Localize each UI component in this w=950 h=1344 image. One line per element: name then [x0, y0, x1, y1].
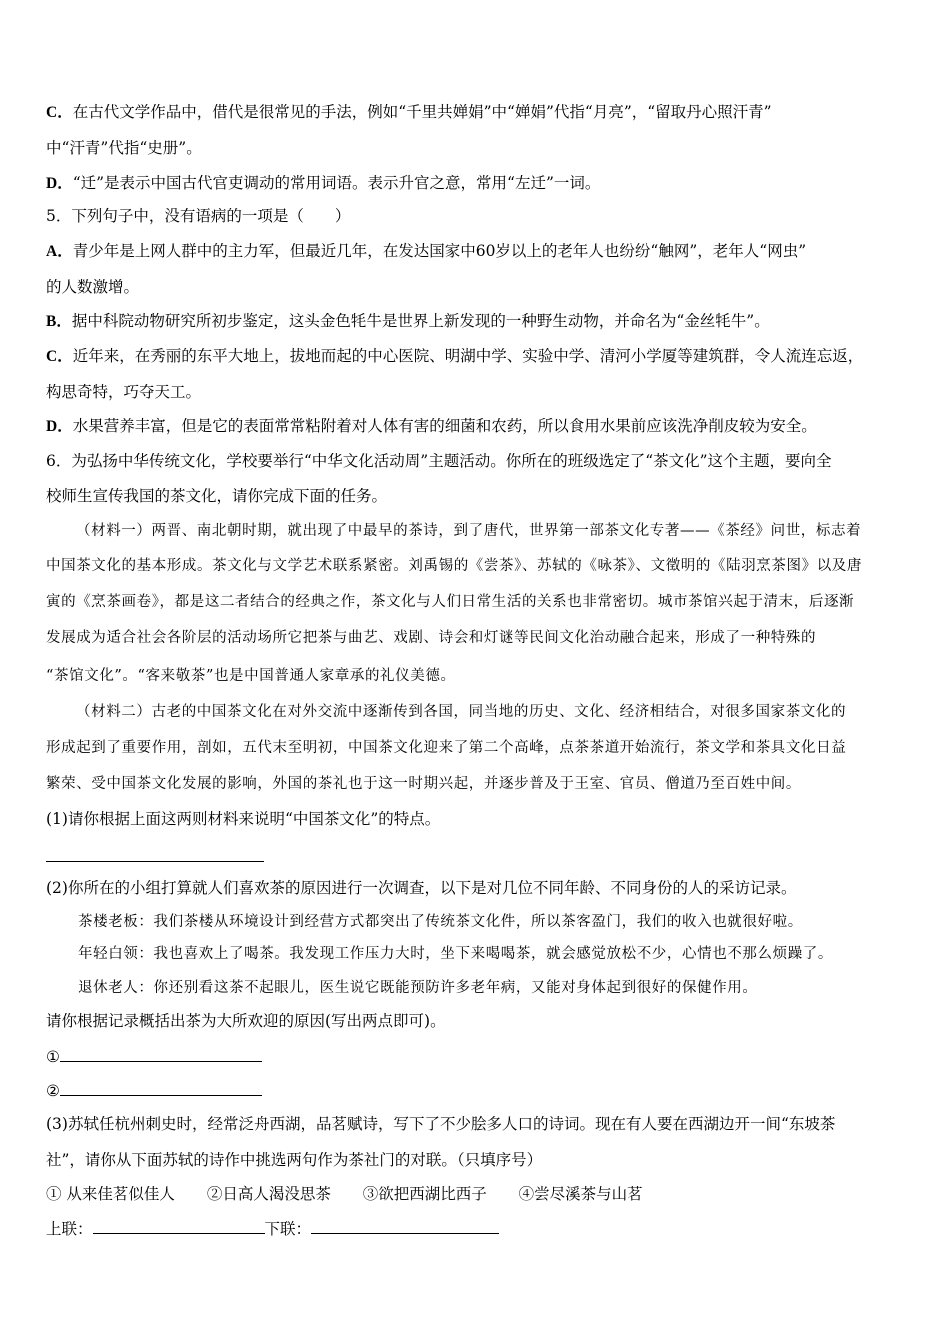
q5-option-d: D．水果营养丰富，但是它的表面常常粘附着对人体有害的细菌和农药，所以食用水果前应该洗净削皮较为安全。 — [46, 417, 817, 435]
q6-part2-ask: 请你根据记录概括出茶为大所欢迎的原因(写出两点即可)。 — [46, 1012, 446, 1030]
upper-couplet-blank[interactable] — [93, 1218, 265, 1234]
q6-part2: (2)你所在的小组打算就人们喜欢茶的原因进行一次调查，以下是对几位不同年龄、不同身份的人的采访记录。 — [46, 879, 797, 897]
q6-part2-answer-2[interactable]: ② — [46, 1080, 262, 1101]
material-one-line: “茶馆文化”。“客来敬茶”也是中国普通人家章承的礼仪美德。 — [46, 668, 456, 684]
material-two-line: （材料二）古老的中国茶文化在对外交流中逐渐传到各国，同当地的历史、文化、经济相结合，对很多国家茶文化的 — [76, 704, 847, 720]
q5-option-c-cont: 构思奇特，巧夺天工。 — [46, 383, 202, 401]
answer-blank[interactable] — [60, 1046, 262, 1062]
lower-couplet-blank[interactable] — [311, 1218, 499, 1234]
q5-option-a-cont: 的人数激增。 — [46, 278, 140, 296]
couplet-option: ③欲把西湖比西子 — [362, 1185, 487, 1203]
couplet-option: ②日高人渴没思茶 — [206, 1185, 331, 1203]
interview-record: 茶楼老板：我们茶楼从环境设计到经营方式都突出了传统茶文化件，所以茶客盈门，我们的收入也就很好啦。 — [78, 914, 803, 930]
material-one-line: 发展成为适合社会各阶层的活动场所它把茶与曲艺、戏剧、诗会和灯谜等民间文化治动融合起来，形成了一种特殊的 — [46, 630, 817, 646]
q6-part1-answer-line[interactable] — [46, 846, 264, 867]
material-one-line: 寅的《烹茶画卷》，都是这二者结合的经典之作，茶文化与人们日常生活的关系也非常密切。城市茶馆兴起于清末，后逐渐 — [46, 594, 855, 610]
material-two-line: 形成起到了重要作用，剖如，五代末至明初，中国茶文化迎来了第二个高峰，点茶茶道开始流行，茶文学和茶具文化日益 — [46, 740, 847, 756]
q6-part3: (3)苏轼任杭州刺史时，经常泛舟西湖，品茗赋诗，写下了不少脍多人口的诗词。现在有人要在西湖边开一间“东坡茶 — [46, 1115, 836, 1133]
material-one-line: 中国茶文化的基本形成。茶文化与文学艺术联系紧密。刘禹锡的《尝茶》、苏轼的《咏茶》、文徵明的《陆羽烹茶图》以及唐 — [46, 558, 862, 574]
couplet-option: ① 从来佳茗似佳人 — [46, 1185, 175, 1203]
q5-stem: 5．下列句子中，没有语病的一项是（ ） — [46, 207, 351, 225]
q4-option-c-cont: 中“汗青”代指“史册”。 — [46, 139, 202, 157]
q6-part1: (1)请你根据上面这两则材料来说明“中国茶文化”的特点。 — [46, 810, 441, 828]
q5-option-a: A．青少年是上网人群中的主力军，但最近几年，在发达国家中60岁以上的老年人也纷纷“触网”，老年人“网虫” — [46, 242, 807, 260]
answer-blank[interactable] — [60, 1080, 262, 1096]
interview-record: 退休老人：你还别看这茶不起眼儿，医生说它既能预防许多老年病，又能对身体起到很好的保健作用。 — [78, 980, 758, 996]
couplet-option: ④尝尽溪茶与山茗 — [518, 1185, 643, 1203]
interview-record: 年轻白领：我也喜欢上了喝茶。我发现工作压力大时，坐下来喝喝茶，就会感觉放松不少，心情也不那么烦躁了。 — [78, 946, 833, 962]
q6-stem-cont: 校师生宣传我国的茶文化，请你完成下面的任务。 — [46, 487, 388, 505]
material-one-line: （材料一）两晋、南北朝时期，就出现了中最早的茶诗，到了唐代，世界第一部茶文化专著——《茶经》问世，标志着 — [76, 523, 862, 539]
q4-option-c: C．在古代文学作品中，借代是很常见的手法，例如“千里共婵娟”中“婵娟”代指“月亮”，“留取丹心照汗青” — [46, 103, 772, 121]
q6-part2-answer-1[interactable]: ① — [46, 1046, 262, 1067]
q6-stem: 6．为弘扬中华传统文化，学校要举行“中华文化活动周”主题活动。你所在的班级选定了“茶文化”这个主题，要向全 — [46, 452, 832, 470]
answer-blank[interactable] — [46, 846, 264, 862]
q5-option-c: C．近年来，在秀丽的东平大地上，拔地而起的中心医院、明湖中学、实验中学、清河小学厦等建筑群，令人流连忘返， — [46, 347, 864, 365]
couplet-options — [46, 1184, 643, 1204]
q5-option-b: B．据中科院动物研究所初步鉴定，这头金色牦牛是世界上新发现的一种野生动物，并命名为“金丝牦牛”。 — [46, 312, 770, 330]
q4-option-d: D．“迁”是表示中国古代官吏调动的常用词语。表示升官之意，常用“左迁”一词。 — [46, 174, 601, 192]
q6-part3-cont: 社”，请你从下面苏轼的诗作中挑选两句作为茶社门的对联。（只填序号） — [46, 1151, 543, 1169]
couplet-answer[interactable]: 上联： 下联： — [46, 1218, 499, 1239]
material-two-line: 繁荣、受中国茶文化发展的影响，外国的茶礼也于这一时期兴起，并逐步普及于王室、官员、僧道乃至百姓中间。 — [46, 776, 801, 792]
